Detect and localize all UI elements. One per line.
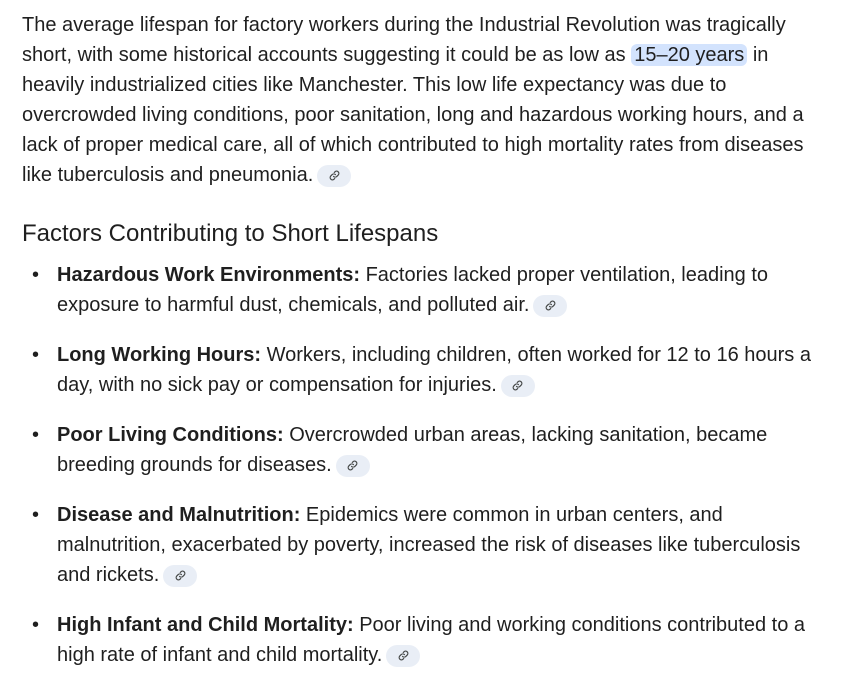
intro-paragraph (22, 10, 824, 190)
intro-text-after: in heavily industrialized cities like Manchester. This low life expectancy was due to overcrowded living conditions, poor sanitation, long and hazardous working hours, and a lack of proper medical care, all of which contributed to high mortality rates from diseases like tuberculosis and pneumonia. (22, 44, 804, 186)
bullet: • (32, 424, 40, 446)
factor-title: Hazardous Work Environments: (57, 264, 361, 286)
factor-title: Disease and Malnutrition: (57, 504, 301, 526)
factor-text: Overcrowded urban areas, lacking sanitation, became breeding grounds for diseases. (57, 424, 768, 476)
list-item (22, 500, 824, 590)
factor-text: Workers, including children, often worked for 12 to 16 hours a day, with no sick pay or compensation for injuries. (57, 344, 811, 396)
list-item (22, 420, 824, 480)
highlighted-lifespan[interactable]: 15–20 years (631, 44, 747, 66)
link-icon (512, 380, 523, 391)
link-icon (398, 650, 409, 661)
factor-text: Factories lacked proper ventilation, leading to exposure to harmful dust, chemicals, and polluted air. (57, 264, 769, 316)
list-item (22, 340, 824, 400)
factor-title: Long Working Hours: (57, 344, 262, 366)
factor-title: High Infant and Child Mortality: (57, 614, 354, 636)
bullet: • (32, 614, 40, 636)
bullet: • (32, 504, 40, 526)
factor-title: Poor Living Conditions: (57, 424, 284, 446)
factor-text: Poor living and working conditions contributed to a high rate of infant and child mortality. (57, 614, 806, 666)
link-icon (347, 460, 358, 471)
citation-chip[interactable] (533, 295, 567, 317)
intro-text-before: The average lifespan for factory workers during the Industrial Revolution was tragically short, with some historical accounts suggesting it could be as low as (22, 14, 786, 66)
citation-chip[interactable] (386, 645, 420, 667)
citation-chip[interactable] (336, 455, 370, 477)
factor-text: Epidemics were common in urban centers, and malnutrition, exacerbated by poverty, increased the risk of diseases like tuberculosis and rickets. (57, 504, 801, 586)
link-icon (175, 570, 186, 581)
link-icon (329, 170, 340, 181)
section-heading: Factors Contributing to Short Lifespans (22, 220, 439, 247)
list-item (22, 610, 824, 670)
factors-list (22, 260, 824, 670)
bullet: • (32, 264, 40, 286)
list-item (22, 260, 824, 320)
citation-chip[interactable] (501, 375, 535, 397)
citation-chip[interactable] (317, 165, 351, 187)
citation-chip[interactable] (163, 565, 197, 587)
bullet: • (32, 344, 40, 366)
link-icon (545, 300, 556, 311)
